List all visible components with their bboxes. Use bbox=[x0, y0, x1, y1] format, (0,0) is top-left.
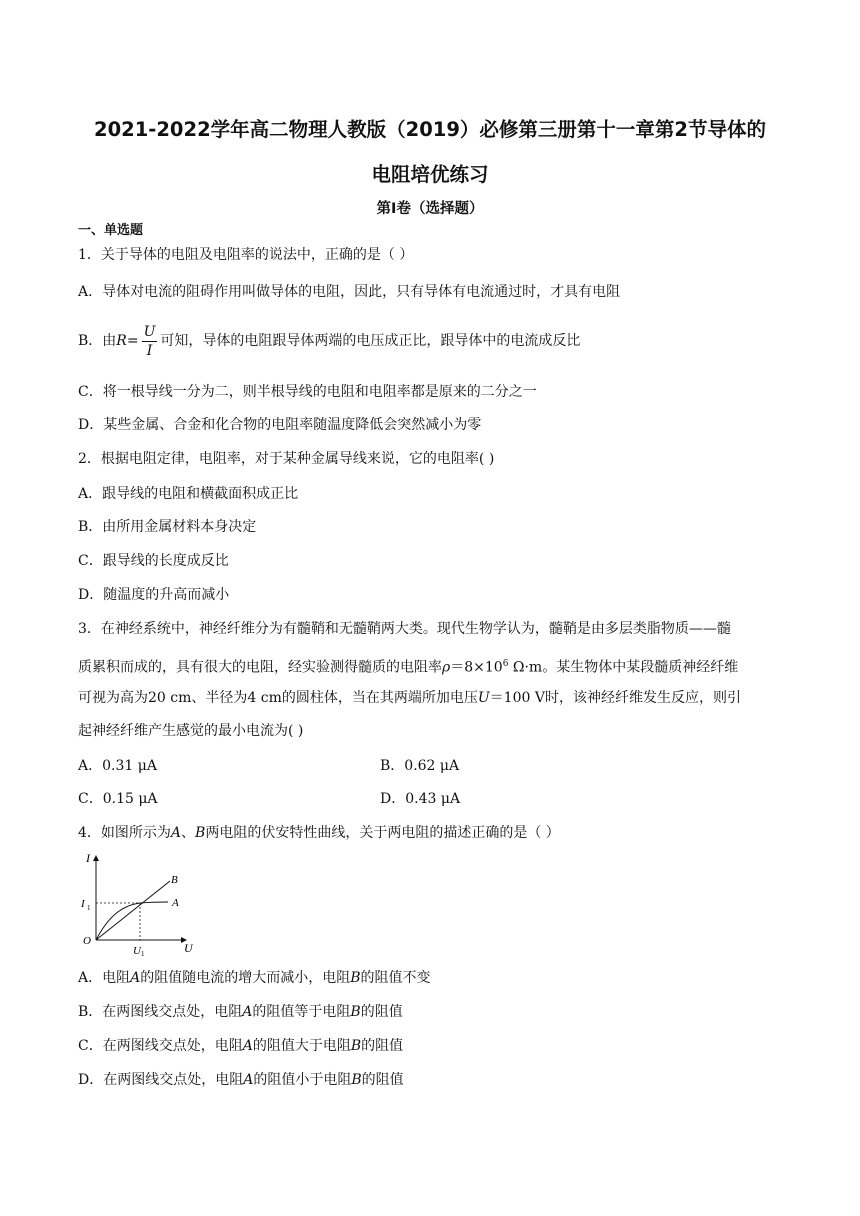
q4-d-text2: 的阻值小于电阻 bbox=[253, 1072, 352, 1088]
u1-subscript: 1 bbox=[141, 950, 145, 958]
q3-line3-text: 可视为高为20 cm、半径为4 cm的圆柱体，当在其两端所加电压 bbox=[78, 690, 478, 706]
q3-stem-line1: 3．在神经系统中，神经纤维分为有髓鞘和无髓鞘两大类。现代生物学认为，髓鞘是由多层类脂物质——髓 bbox=[78, 621, 731, 637]
curve-a bbox=[96, 902, 168, 940]
y-axis-label: I bbox=[86, 851, 90, 865]
q4-b-text1: B．在两图线交点处，电阻 bbox=[78, 1004, 243, 1020]
q2-option-a: A．跟导线的电阻和横截面积成正比 bbox=[78, 486, 299, 502]
q1-formula-fraction bbox=[142, 323, 158, 360]
q3-stem-line3 bbox=[78, 688, 741, 708]
q3-option-c: C．0.15 μA bbox=[78, 791, 158, 807]
q4-stem-rest: 两电阻的伏安特性曲线，关于两电阻的描述正确的是（ ） bbox=[205, 825, 560, 841]
q4-d-text1: D．在两图线交点处，电阻 bbox=[78, 1072, 244, 1088]
q4-c-var1: A bbox=[242, 1038, 253, 1054]
q1-option-b bbox=[78, 319, 580, 363]
q4-b-var2: B bbox=[350, 1004, 361, 1020]
q1-formula-r: R bbox=[116, 333, 127, 349]
origin-label: O bbox=[83, 935, 91, 947]
q3-line2-rest: Ω·m。某生物体中某段髓质神经纤维 bbox=[508, 659, 739, 676]
q1-option-d: D．某些金属、合金和化合物的电阻率随温度降低会突然减小为零 bbox=[78, 417, 482, 433]
q1-option-c: C．将一根导线一分为二，则半根导线的电阻和电阻率都是原来的二分之一 bbox=[78, 384, 537, 400]
q1-stem: 1．关于导体的电阻及电阻率的说法中，正确的是（ ） bbox=[78, 247, 414, 263]
q3-option-b: B．0.62 μA bbox=[380, 758, 460, 774]
i1-label: I bbox=[81, 898, 85, 910]
volume-heading: 第Ⅰ卷（选择题） bbox=[376, 201, 484, 217]
q4-stem-text: 4．如图所示为 bbox=[78, 825, 171, 841]
q4-option-a bbox=[78, 968, 431, 988]
document-title-line1: 2021-2022学年高二物理人教版（2019）必修第三册第十一章第2节导体的 bbox=[94, 118, 766, 141]
q4-a-text3: 的阻值不变 bbox=[360, 970, 431, 986]
q3-stem-line4: 起神经纤维产生感觉的最小电流为( ) bbox=[78, 723, 304, 739]
q3-option-a: A．0.31 μA bbox=[78, 758, 157, 774]
section-heading: 一、单选题 bbox=[78, 223, 144, 238]
curve-a-label: A bbox=[172, 897, 179, 909]
q3-exponent: 6 bbox=[502, 659, 509, 669]
q1-formula-eq: = bbox=[126, 333, 139, 349]
q1-formula-denominator: I bbox=[146, 342, 153, 359]
q2-option-b: B．由所用金属材料本身决定 bbox=[78, 519, 257, 535]
u1-label: U bbox=[133, 945, 141, 957]
q4-var-a: A bbox=[170, 825, 182, 841]
q3-line2-value: ＝8×10 bbox=[450, 659, 503, 676]
q1-formula-numerator: U bbox=[143, 323, 156, 340]
q4-a-var2: B bbox=[350, 970, 361, 986]
curve-b bbox=[96, 881, 170, 940]
q3-u-symbol: U bbox=[477, 690, 490, 706]
q4-stem bbox=[78, 823, 560, 843]
q4-stem-sep: 、 bbox=[181, 825, 196, 841]
x-axis-label: U bbox=[184, 941, 193, 955]
q4-a-text2: 的阻值随电流的增大而减小，电阻 bbox=[140, 970, 351, 986]
q4-option-c bbox=[78, 1036, 403, 1056]
iv-characteristic-graph bbox=[80, 848, 200, 958]
q3-line2-text: 质累积而成的，具有很大的电阻，经实验测得髓质的电阻率 bbox=[78, 659, 442, 676]
q4-c-text2: 的阻值大于电阻 bbox=[252, 1038, 351, 1054]
q4-d-text3: 的阻值 bbox=[361, 1072, 404, 1088]
q2-stem: 2．根据电阻定律，电阻率，对于某种金属导线来说，它的电阻率( ) bbox=[78, 451, 495, 467]
q4-d-var1: A bbox=[243, 1072, 254, 1088]
q4-c-text1: C．在两图线交点处，电阻 bbox=[78, 1038, 243, 1054]
q1-option-b-prefix: B．由 bbox=[78, 333, 117, 349]
q4-c-var2: B bbox=[350, 1038, 362, 1054]
q4-option-b bbox=[78, 1002, 403, 1022]
q2-option-c: C．跟导线的长度成反比 bbox=[78, 553, 229, 569]
q4-b-text2: 的阻值等于电阻 bbox=[252, 1004, 351, 1020]
q4-d-var2: B bbox=[351, 1072, 362, 1088]
q4-b-var1: A bbox=[242, 1004, 253, 1020]
q3-stem-line2 bbox=[78, 654, 738, 678]
q4-option-d bbox=[78, 1070, 404, 1090]
q4-a-var1: A bbox=[130, 970, 141, 986]
document-title-line2: 电阻培优练习 bbox=[371, 163, 489, 186]
q4-c-text3: 的阻值 bbox=[361, 1038, 404, 1054]
q3-rho-symbol: ρ bbox=[442, 659, 451, 676]
q4-b-text3: 的阻值 bbox=[360, 1004, 403, 1020]
i1-subscript: 1 bbox=[87, 904, 91, 912]
q3-option-d: D．0.43 μA bbox=[380, 791, 461, 807]
curve-b-label: B bbox=[171, 874, 178, 886]
q1-option-b-suffix: 可知，导体的电阻跟导体两端的电压成正比，跟导体中的电流成反比 bbox=[160, 333, 581, 349]
q3-line3-rest: ＝100 V时，该神经纤维发生反应，则引 bbox=[489, 690, 741, 706]
q4-var-b: B bbox=[195, 825, 206, 841]
q4-a-text1: A．电阻 bbox=[78, 970, 131, 986]
q1-option-a: A．导体对电流的阻碍作用叫做导体的电阻，因此，只有导体有电流通过时，才具有电阻 bbox=[78, 284, 621, 300]
q2-option-d: D．随温度的升高而减小 bbox=[78, 587, 230, 603]
